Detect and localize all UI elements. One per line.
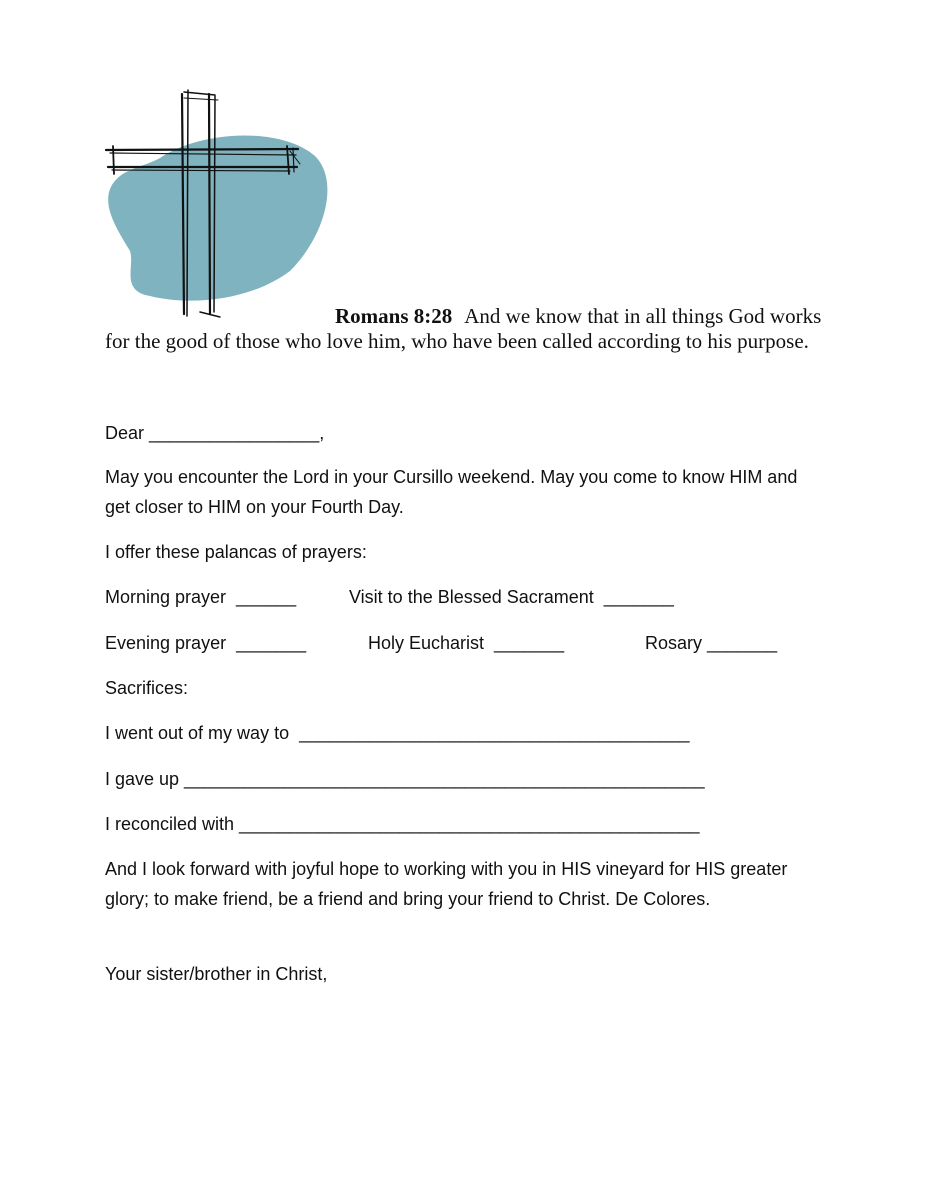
- greeting: Dear _________________,: [105, 423, 325, 443]
- visit-blessed-sacrament: Visit to the Blessed Sacrament _______: [349, 587, 674, 607]
- closing-paragraph: And I look forward with joyful hope to working with you in HIS vineyard for HIS greater glory; to make friend, be a friend and bring your friend to Christ. De Colores.: [105, 859, 788, 909]
- holy-eucharist: Holy Eucharist _______: [368, 633, 565, 653]
- verse-text: And we know that in all things God works for the good of those who love him, who have been called according to his purpose.: [105, 304, 822, 353]
- intro-paragraph: May you encounter the Lord in your Cursillo weekend. May you come to know HIM and get closer to HIM on your Fourth Day.: [105, 467, 798, 517]
- teal-blob: [108, 136, 327, 301]
- morning-prayer: Morning prayer ______: [105, 587, 297, 607]
- scripture-verse: [105, 304, 825, 354]
- gave-up-line: I gave up ____________________________________________________: [105, 769, 705, 789]
- offer-line: I offer these palancas of prayers:: [105, 542, 367, 562]
- evening-prayer: Evening prayer _______: [105, 633, 307, 653]
- cross-icon: [100, 86, 340, 322]
- rosary: Rosary _______: [645, 633, 778, 653]
- sacrifices-label: Sacrifices:: [105, 678, 189, 698]
- verse-reference: Romans 8:28: [335, 304, 453, 328]
- went-out-line: I went out of my way to _______________________________________: [105, 723, 690, 743]
- reconciled-line: I reconciled with ______________________________________________: [105, 814, 700, 834]
- signoff: Your sister/brother in Christ,: [105, 964, 328, 984]
